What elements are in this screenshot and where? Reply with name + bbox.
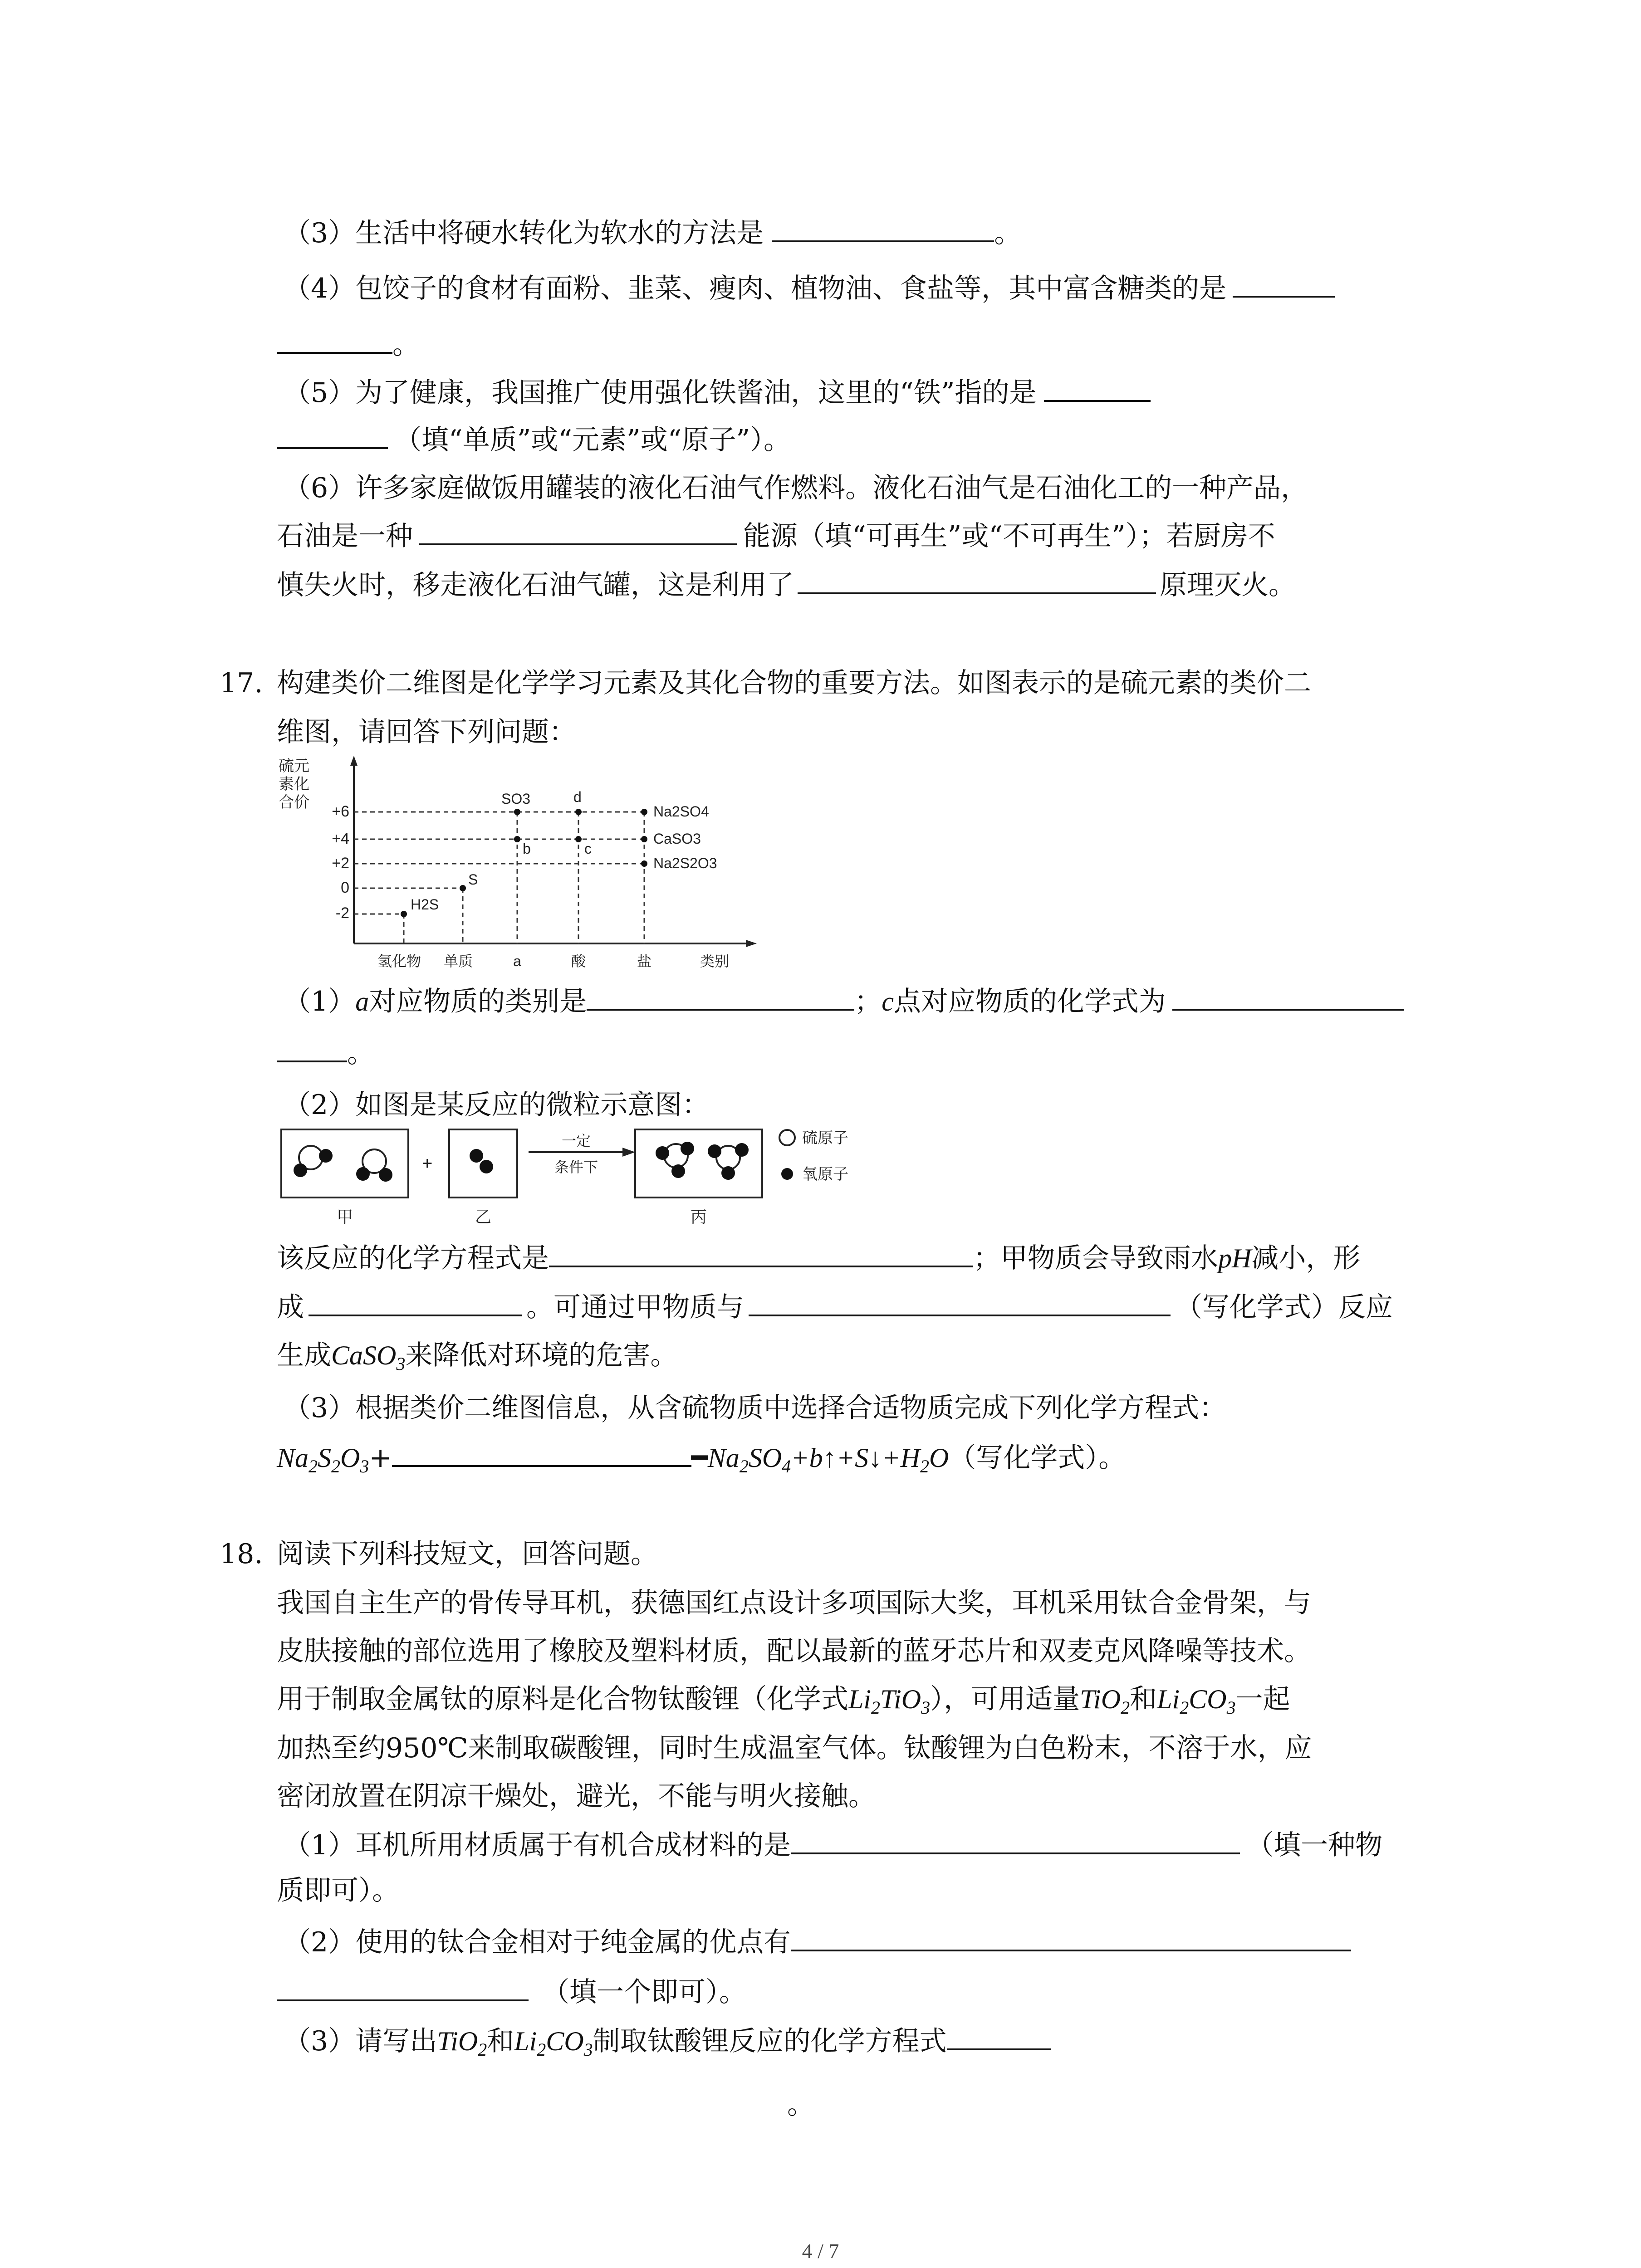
- x-tick-acid: 酸: [571, 953, 586, 969]
- point-na2so4: [641, 809, 647, 815]
- q18-para-line4: 加热至约950℃来制取碳酸锂，同时生成温室气体。钛酸锂为白色粉末，不溶于水，应: [277, 1732, 1312, 1764]
- label-caso3: CaSO3: [653, 831, 701, 847]
- q16-p5-line2: （填“单质”或“元素”或“原子”）。: [277, 421, 791, 458]
- q17-number: 17.: [220, 667, 263, 699]
- condition-bottom: 条件下: [554, 1159, 598, 1175]
- y-axis-label-line2: 素化: [279, 776, 309, 793]
- q17-p3-equation: $Na_2S_2O_3+$ $━Na_2SO_4+b↑+S↓+H_2O$（写化学式）。: [277, 1439, 1126, 1485]
- q18-p2: （2）使用的钛合金相对于纯金属的优点有: [284, 1923, 1351, 1960]
- y-tick-plus2: +2: [332, 855, 349, 872]
- point-h2s: [401, 911, 407, 917]
- q18-para-line1: 我国自主生产的骨传导耳机，获德国红点设计多项国际大奖，耳机采用钛合金骨架，与: [277, 1587, 1311, 1619]
- q18-p3: （3）请写出TiO$_2$和$Li_2CO_3$制取钛酸锂反应的化学方程式: [284, 2022, 1051, 2068]
- q17-p2-line2: 成 。可通过甲物质与 （写化学式）反应: [277, 1288, 1393, 1325]
- answer-blank[interactable]: [749, 1288, 1171, 1316]
- point-so3: [514, 809, 520, 815]
- y-axis-label-line3: 合价: [279, 794, 309, 811]
- legend-sulfur: 硫原子: [802, 1129, 848, 1147]
- label-h2s: H2S: [411, 896, 439, 913]
- y-tick-plus4: +4: [332, 830, 349, 847]
- label-s: S: [468, 871, 478, 888]
- q17-p2-line1: 该反应的化学方程式是 ；甲物质会导致雨水pH减小，形: [277, 1239, 1360, 1276]
- molecule-so2-2: [356, 1149, 392, 1182]
- q16-p4-line2: 。: [277, 326, 420, 363]
- q18-p3-line2: 。: [787, 2089, 814, 2121]
- x-tick-salt: 盐: [637, 953, 652, 969]
- q18-para-line3: 用于制取金属钛的原料是化合物钛酸锂（化学式$Li_2TiO_3$），可用适量TiO$_2$和$Li_2CO_3$一起: [277, 1683, 1290, 1718]
- y-tick-minus2: -2: [335, 904, 349, 922]
- q17-p2-line3: 生成CaSO$_3$来降低对环境的危害。: [277, 1339, 678, 1374]
- answer-blank[interactable]: [419, 517, 737, 545]
- q17-intro-line2: 维图，请回答下列问题：: [277, 716, 576, 748]
- answer-blank[interactable]: [277, 421, 388, 449]
- answer-blank[interactable]: [791, 1923, 1351, 1951]
- label-jia: 甲: [336, 1207, 353, 1226]
- point-caso3: [641, 836, 647, 842]
- q16-p4: （4）包饺子的食材有面粉、韭菜、瘦肉、植物油、食盐等，其中富含糖类的是: [284, 269, 1335, 307]
- answer-blank[interactable]: [309, 1288, 522, 1316]
- reaction-arrowhead: [622, 1148, 635, 1157]
- reaction-particle-diagram: [277, 1125, 912, 1252]
- x-tick-hydride: 氢化物: [377, 953, 421, 969]
- box-bing: [635, 1129, 762, 1198]
- label-yi: 乙: [475, 1207, 492, 1226]
- y-axis-arrow: [350, 756, 358, 766]
- label-na2so4: Na2SO4: [653, 803, 709, 820]
- y-tick-plus6: +6: [332, 803, 349, 820]
- q18-p1: （1）耳机所用材质属于有机合成材料的是 （填一种物: [284, 1826, 1382, 1863]
- answer-blank[interactable]: [392, 1439, 691, 1467]
- sulfur-valence-diagram: [272, 753, 771, 989]
- point-b: [514, 836, 520, 842]
- label-so3: SO3: [501, 791, 531, 807]
- q16-p3: （3）生活中将硬水转化为软水的方法是 。: [284, 214, 1021, 251]
- x-axis-label: 类别: [700, 953, 730, 969]
- label-b: b: [523, 841, 531, 857]
- q17-p1-line2: 。: [277, 1034, 374, 1071]
- page-number: 4 / 7: [802, 2239, 839, 2263]
- point-s: [460, 885, 466, 891]
- x-axis-arrow: [746, 940, 757, 947]
- q18-intro: 阅读下列科技短文，回答问题。: [277, 1538, 658, 1570]
- point-na2s2o3: [641, 860, 647, 867]
- answer-blank[interactable]: [587, 982, 854, 1011]
- q18-p2-line2: （填一个即可）。: [277, 1973, 746, 2010]
- q17-p2: （2）如图是某反应的微粒示意图：: [284, 1089, 710, 1121]
- answer-blank[interactable]: [1233, 269, 1335, 298]
- legend-sulfur-icon: [779, 1130, 795, 1145]
- answer-blank[interactable]: [798, 566, 1156, 594]
- q17-intro-line1: 构建类价二维图是化学学习元素及其化合物的重要方法。如图表示的是硫元素的类价二: [277, 667, 1311, 699]
- molecule-so2-1: [294, 1146, 333, 1177]
- q18-p1-line2: 质即可）。: [277, 1875, 399, 1906]
- answer-blank[interactable]: [277, 1034, 347, 1062]
- q17-p1: （1）a对应物质的类别是 ；c点对应物质的化学式为: [284, 982, 1404, 1020]
- q18-para-line2: 皮肤接触的部位选用了橡胶及塑料材质，配以最新的蓝牙芯片和双麦克风降噪等技术。: [277, 1635, 1311, 1667]
- plus-sign: +: [422, 1154, 433, 1173]
- point-c: [575, 836, 582, 842]
- answer-blank[interactable]: [772, 214, 994, 242]
- x-tick-elemental: 单质: [443, 953, 473, 969]
- q16-p6-line1: （6）许多家庭做饭用罐装的液化石油气作燃料。液化石油气是石油化工的一种产品，: [284, 472, 1308, 504]
- q16-p5: （5）为了健康，我国推广使用强化铁酱油，这里的“铁”指的是: [284, 374, 1151, 411]
- y-axis-label-line1: 硫元: [279, 758, 309, 775]
- answer-blank[interactable]: [791, 1826, 1240, 1854]
- label-c: c: [584, 841, 592, 857]
- label-na2s2o3: Na2S2O3: [653, 855, 717, 871]
- label-d: d: [573, 789, 582, 805]
- answer-blank[interactable]: [549, 1239, 973, 1267]
- legend-oxygen-icon: [781, 1168, 793, 1180]
- answer-blank[interactable]: [947, 2022, 1051, 2050]
- answer-blank[interactable]: [277, 1973, 529, 2001]
- q16-p6-line3: 慎失火时，移走液化石油气罐，这是利用了 原理灭火。: [277, 566, 1296, 603]
- legend-oxygen: 氧原子: [802, 1166, 848, 1183]
- q18-number: 18.: [220, 1538, 263, 1570]
- condition-top: 一定: [561, 1133, 591, 1149]
- answer-blank[interactable]: [1044, 374, 1151, 402]
- molecule-so3-1: [656, 1142, 694, 1178]
- q17-p3: （3）根据类价二维图信息，从含硫物质中选择合适物质完成下列化学方程式：: [284, 1392, 1227, 1424]
- y-tick-zero: 0: [341, 879, 349, 896]
- label-bing: 丙: [690, 1207, 707, 1226]
- molecule-o2: [470, 1149, 493, 1173]
- point-d: [575, 809, 582, 815]
- molecule-so3-2: [708, 1143, 749, 1180]
- answer-blank[interactable]: [1172, 982, 1404, 1011]
- answer-blank[interactable]: [277, 326, 392, 354]
- q18-para-line5: 密闭放置在阴凉干燥处，避光，不能与明火接触。: [277, 1780, 876, 1812]
- x-tick-a: a: [513, 953, 521, 969]
- q16-p6-line2: 石油是一种 能源（填“可再生”或“不可再生”）；若厨房不: [277, 517, 1275, 554]
